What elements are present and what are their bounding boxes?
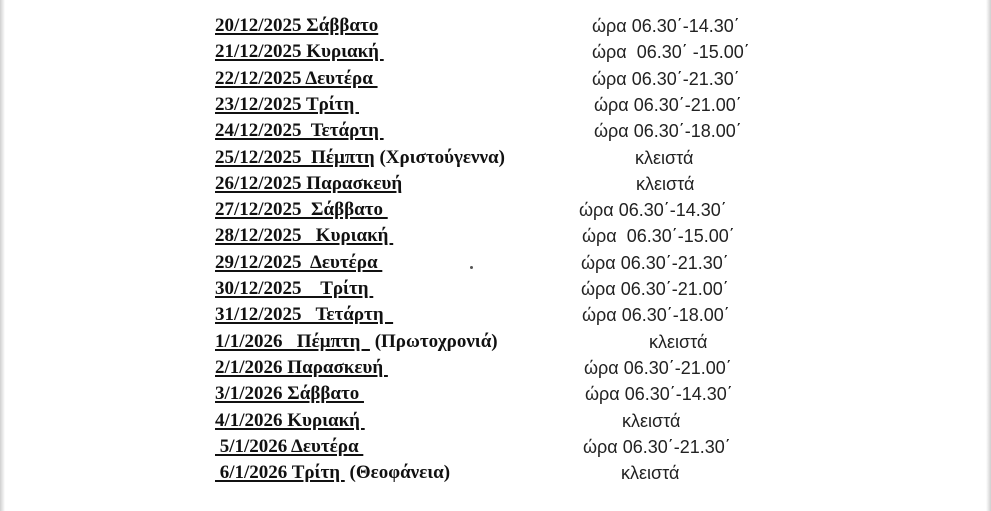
schedule-date: 30/12/2025 Τρίτη [215, 278, 374, 299]
schedule-date-cell [215, 15, 378, 37]
schedule-date-cell [215, 68, 378, 90]
schedule-date: 29/12/2025 Δευτέρα [215, 251, 383, 273]
schedule-hours: κλειστά [621, 463, 680, 484]
schedule-hours: ώρα 06.30΄-14.30΄ [592, 16, 740, 36]
schedule-hours: ώρα 06.30΄-21.30΄ [583, 436, 731, 457]
schedule-hours: ώρα 06.30΄-21.30΄ [592, 68, 740, 89]
schedule-hours: ώρα 06.30΄-18.00΄ [582, 305, 730, 326]
schedule-row [0, 15, 991, 39]
schedule-row [0, 462, 991, 486]
schedule-hours: ώρα 06.30΄-21.00΄ [581, 279, 729, 299]
schedule-row [0, 304, 991, 328]
schedule-date: 21/12/2025 Κυριακή [215, 41, 384, 63]
schedule-row [0, 383, 991, 407]
schedule-row [0, 147, 991, 171]
schedule-row [0, 225, 991, 249]
schedule-date: 4/1/2026 Κυριακή [215, 409, 365, 431]
schedule-hours: ώρα 06.30΄-21.30΄ [581, 252, 729, 273]
schedule-date-cell [215, 436, 363, 458]
schedule-date: 28/12/2025 Κυριακή [215, 225, 394, 247]
schedule-date-cell [215, 199, 388, 221]
schedule-date-cell [215, 94, 359, 116]
schedule-date: 27/12/2025 Σάββατο [215, 199, 388, 221]
schedule-holiday-note: (Πρωτοχρονιά) [369, 330, 498, 352]
schedule-hours: κλειστά [636, 173, 695, 194]
schedule-row [0, 173, 991, 197]
schedule-date-cell [215, 225, 393, 247]
schedule-hours: ώρα 06.30΄-21.00΄ [594, 94, 742, 115]
schedule-date: 24/12/2025 Τετάρτη [215, 120, 384, 142]
schedule-row [0, 199, 991, 223]
schedule-date: 6/1/2026 Τρίτη [215, 462, 345, 484]
schedule-row [0, 331, 991, 355]
schedule-date-cell [215, 304, 393, 326]
schedule-date: 23/12/2025 Τρίτη [215, 93, 359, 115]
schedule-date-cell [215, 252, 382, 274]
schedule-date-cell [215, 331, 498, 353]
schedule-row [0, 278, 991, 302]
schedule-row [0, 436, 991, 460]
schedule-date: 1/1/2026 Πέμπτη [215, 330, 370, 352]
schedule-date: 22/12/2025 Δευτέρα [215, 67, 378, 89]
schedule-date-cell [215, 278, 373, 300]
schedule-holiday-note: (Χριστούγεννα) [374, 146, 505, 168]
schedule-row [0, 68, 991, 92]
schedule-date: 2/1/2026 Παρασκευή [215, 356, 388, 378]
schedule-holiday-note: (Θεοφάνεια) [344, 462, 451, 484]
schedule-date: 31/12/2025 Τετάρτη [215, 304, 394, 326]
schedule-date: 20/12/2025 Σάββατο [215, 15, 379, 36]
schedule-date: 26/12/2025 Παρασκευή [215, 172, 403, 194]
schedule-hours: ώρα 06.30΄-18.00΄ [594, 121, 742, 142]
schedule-date-cell [215, 41, 384, 63]
schedule-hours: κλειστά [622, 410, 681, 431]
schedule-date-cell [215, 462, 450, 484]
schedule-date-cell [215, 410, 365, 432]
schedule-date-cell [215, 173, 402, 195]
schedule-row [0, 94, 991, 118]
schedule-hours: ώρα 06.30΄-15.00΄ [582, 226, 735, 247]
schedule-hours: ώρα 06.30΄ -15.00΄ [592, 42, 750, 63]
schedule-row [0, 252, 991, 276]
schedule-date: 5/1/2026 Δευτέρα [215, 435, 364, 457]
schedule-date-cell [215, 383, 364, 405]
schedule-hours: ώρα 06.30΄-14.30΄ [579, 200, 727, 221]
schedule-row [0, 41, 991, 65]
schedule-date-cell [215, 120, 384, 142]
schedule-date: 3/1/2026 Σάββατο [215, 383, 364, 405]
schedule-row [0, 357, 991, 381]
schedule-row [0, 120, 991, 144]
schedule-hours: κλειστά [649, 331, 708, 352]
schedule-row [0, 410, 991, 434]
schedule-hours: κλειστά [635, 147, 694, 168]
schedule-date-cell [215, 357, 388, 379]
schedule-hours: ώρα 06.30΄-14.30΄ [585, 384, 733, 405]
schedule-date-cell [215, 147, 505, 169]
schedule-hours: ώρα 06.30΄-21.00΄ [584, 357, 732, 378]
schedule-date: 25/12/2025 Πέμπτη [215, 146, 375, 168]
